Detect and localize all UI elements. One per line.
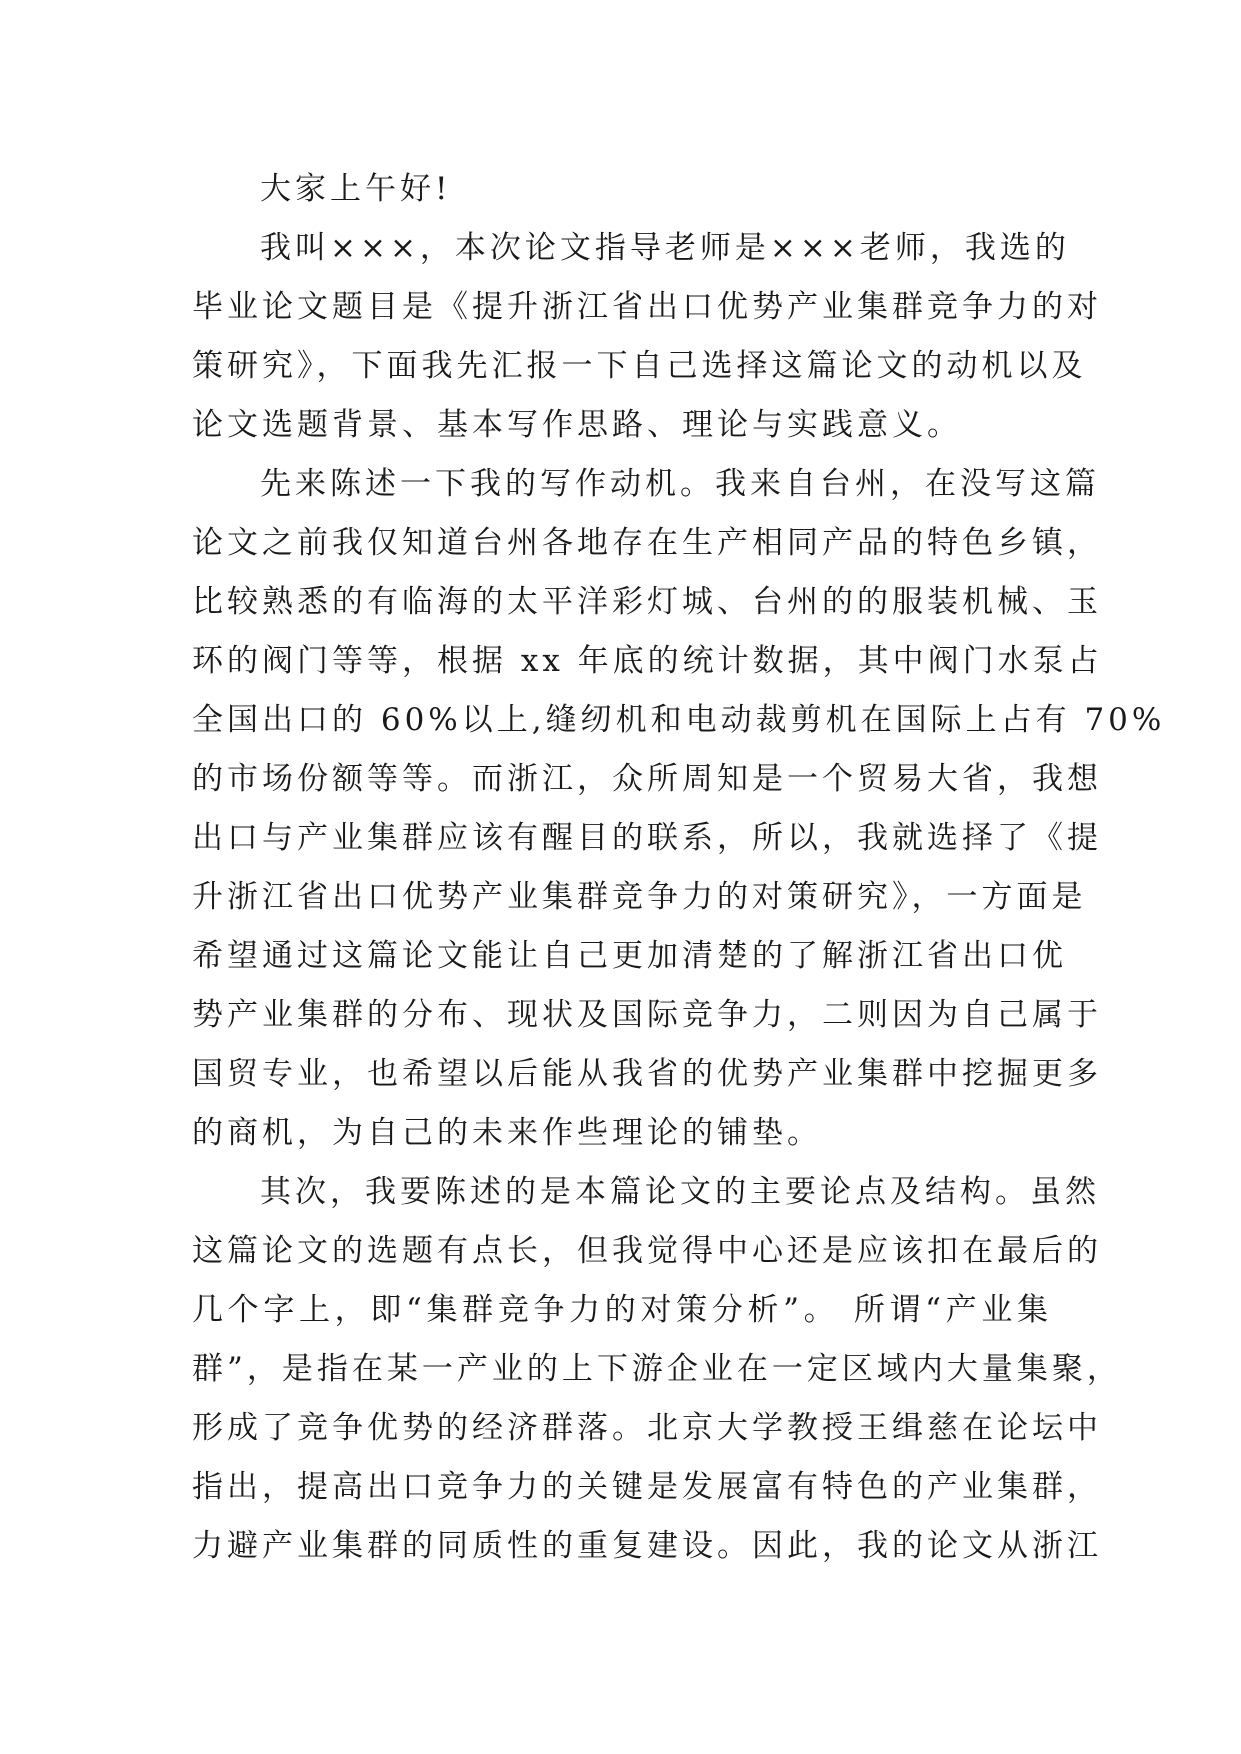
paragraph-motivation xyxy=(192,455,1166,1163)
paragraph-line: 的商机，为自己的未来作些理论的铺垫。 xyxy=(192,1115,822,1151)
document-body xyxy=(192,160,1166,1576)
paragraph-line: 力避产业集群的同质性的重复建设。因此，我的论文从浙江 xyxy=(192,1528,1102,1564)
paragraph-line: 我叫×××，本次论文指导老师是×××老师，我选的 xyxy=(260,230,1070,266)
paragraph-line: 其次，我要陈述的是本篇论文的主要论点及结构。虽然 xyxy=(260,1174,1100,1210)
paragraph-line: 策研究》，下面我先汇报一下自己选择这篇论文的动机以及 xyxy=(192,348,1087,384)
paragraph-thesis-structure xyxy=(192,1163,1122,1576)
paragraph-line: 升浙江省出口优势产业集群竞争力的对策研究》，一方面是 xyxy=(192,879,1087,915)
paragraph-line: 论文之前我仅知道台州各地存在生产相同产品的特色乡镇， xyxy=(192,525,1102,561)
paragraph-line: 这篇论文的选题有点长，但我觉得中心还是应该扣在最后的 xyxy=(192,1233,1102,1269)
paragraph-line: 毕业论文题目是《提升浙江省出口优势产业集群竞争力的对 xyxy=(192,289,1102,325)
paragraph-line: 群”，是指在某一产业的上下游企业在一定区域内大量集聚， xyxy=(192,1351,1122,1387)
paragraph-introduction xyxy=(192,219,1102,455)
paragraph-line: 全国出口的 60%以上,缝纫机和电动裁剪机在国际上占有 70% xyxy=(192,702,1166,738)
paragraph-line: 比较熟悉的有临海的太平洋彩灯城、台州的的服装机械、玉 xyxy=(192,584,1102,620)
paragraph-line: 的市场份额等等。而浙江，众所周知是一个贸易大省，我想 xyxy=(192,761,1102,797)
paragraph-line: 几个字上，即“集群竞争力的对策分析”。 所谓“产业集 xyxy=(192,1292,1052,1328)
paragraph-greeting xyxy=(192,160,1052,219)
paragraph-line: 论文选题背景、基本写作思路、理论与实践意义。 xyxy=(192,407,962,443)
paragraph-line: 形成了竞争优势的经济群落。北京大学教授王缉慈在论坛中 xyxy=(192,1410,1102,1446)
paragraph-line: 指出，提高出口竞争力的关键是发展富有特色的产业集群， xyxy=(192,1469,1102,1505)
paragraph-line: 环的阀门等等，根据 xx 年底的统计数据，其中阀门水泵占 xyxy=(192,643,1103,679)
paragraph-line: 先来陈述一下我的写作动机。我来自台州，在没写这篇 xyxy=(260,466,1100,502)
paragraph-line: 势产业集群的分布、现状及国际竞争力，二则因为自己属于 xyxy=(192,997,1102,1033)
paragraph-line: 大家上午好! xyxy=(260,171,452,207)
paragraph-line: 出口与产业集群应该有醒目的联系，所以，我就选择了《提 xyxy=(192,820,1102,856)
paragraph-line: 国贸专业，也希望以后能从我省的优势产业集群中挖掘更多 xyxy=(192,1056,1102,1092)
paragraph-line: 希望通过这篇论文能让自己更加清楚的了解浙江省出口优 xyxy=(192,938,1067,974)
